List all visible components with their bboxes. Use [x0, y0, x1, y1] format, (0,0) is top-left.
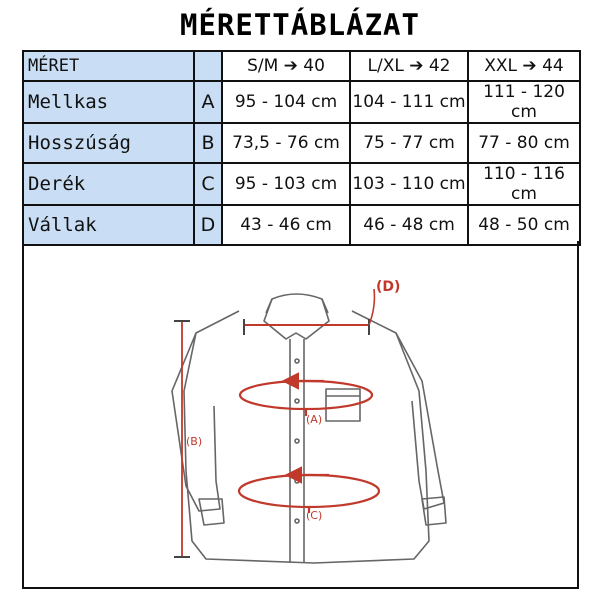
label-a: (A) [306, 413, 323, 426]
shirt-body [184, 311, 429, 563]
table-row [23, 205, 580, 245]
header-size-lxl: L/XL ➔ 42 [350, 51, 468, 81]
shirt-diagram [24, 241, 577, 587]
cell-value: 111 - 120 cm [468, 81, 580, 123]
label-c: (C) [306, 509, 323, 522]
shirt-diagram-panel [22, 241, 579, 589]
measure-chest [240, 381, 372, 416]
header-size-sm: S/M ➔ 40 [222, 51, 350, 81]
cell-value: 43 - 46 cm [222, 205, 350, 245]
table-row [23, 123, 580, 163]
row-label: Mellkas [23, 81, 194, 123]
shirt-right-sleeve [396, 333, 444, 509]
table-header-row [23, 51, 580, 81]
cell-value: 95 - 104 cm [222, 81, 350, 123]
page-title: MÉRETTÁBLÁZAT [180, 8, 420, 42]
row-letter: A [194, 81, 222, 123]
measure-waist [239, 475, 379, 513]
shirt-left-sleeve [172, 333, 220, 511]
header-size-xxl: XXL ➔ 44 [468, 51, 580, 81]
table-row [23, 163, 580, 205]
cell-value: 73,5 - 76 cm [222, 123, 350, 163]
shirt-outline [172, 294, 446, 563]
header-label: MÉRET [23, 51, 194, 81]
row-label: Vállak [23, 205, 194, 245]
cell-value: 103 - 110 cm [350, 163, 468, 205]
cell-value: 46 - 48 cm [350, 205, 468, 245]
row-letter: C [194, 163, 222, 205]
label-d: (D) [376, 279, 401, 295]
label-b: (B) [186, 435, 203, 448]
row-label: Hosszúság [23, 123, 194, 163]
cell-value: 110 - 116 cm [468, 163, 580, 205]
cell-value: 77 - 80 cm [468, 123, 580, 163]
table-row [23, 81, 580, 123]
cell-value: 104 - 111 cm [350, 81, 468, 123]
size-table [22, 50, 581, 246]
row-letter: D [194, 205, 222, 245]
header-letter [194, 51, 222, 81]
shirt-collar [264, 294, 329, 339]
row-label: Derék [23, 163, 194, 205]
row-letter: B [194, 123, 222, 163]
cell-value: 95 - 103 cm [222, 163, 350, 205]
cell-value: 48 - 50 cm [468, 205, 580, 245]
cell-value: 75 - 77 cm [350, 123, 468, 163]
shirt-placket [290, 339, 304, 563]
